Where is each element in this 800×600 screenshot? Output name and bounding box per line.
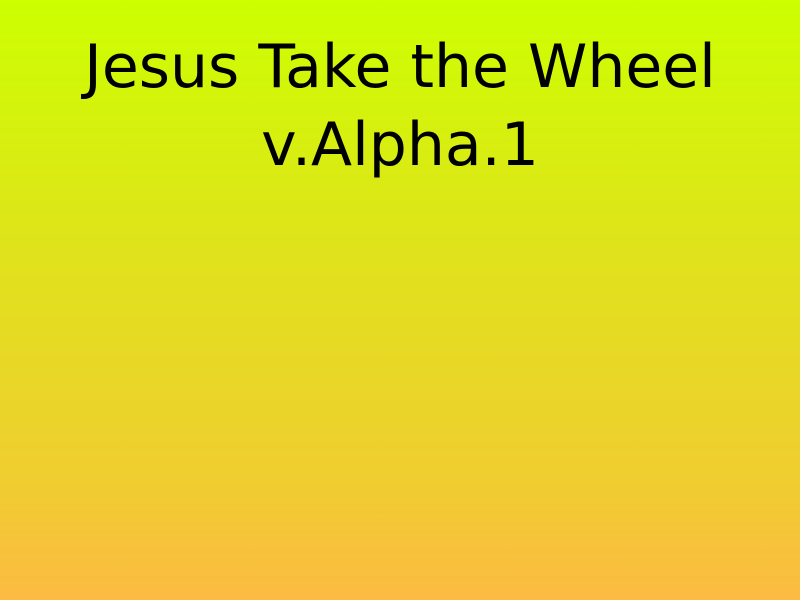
game-title: Jesus Take the Wheel <box>84 32 716 102</box>
version-label: v.Alpha.1 <box>261 110 539 180</box>
title-block <box>0 28 800 184</box>
